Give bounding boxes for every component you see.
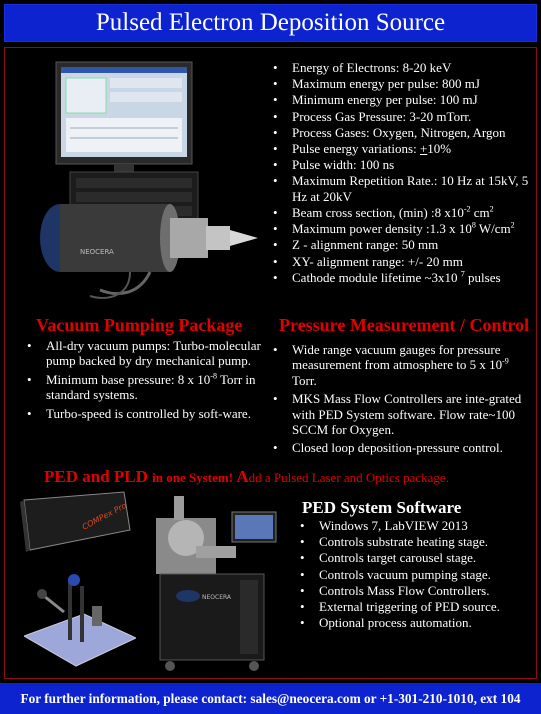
pressure-list [270,342,535,459]
pressure-item: • MKS Mass Flow Controllers are inte-grated with PED System software. Flow rate~100 SCCM for Oxygen. [270,391,535,437]
page-title: Pulsed Electron Deposition Source [95,9,446,36]
laser-brand-label: COMPex Pro [80,500,129,532]
optics-illustration [24,566,136,668]
software-item: • External triggering of PED source. [297,599,537,615]
spec-item: • Pulse width: 100 ns [270,157,538,173]
spec-item: • Maximum energy per pulse: 800 mJ [270,76,538,92]
system-illustration [136,488,286,674]
spec-item: • XY- alignment range: +/- 20 mm [270,254,538,270]
spec-item: • Cathode module lifetime ~3x10 $^7$ pulses [270,270,538,286]
software-item: • Windows 7, LabVIEW 2013 [297,518,537,534]
spec-item: • Z - alignment range: 50 mm [270,237,538,253]
spec-item: • Maximum power density :1.3 x $10^8$ $W/cm^2$ [270,221,538,237]
software-item: • Optional process automation. [297,615,537,631]
contact-text: For further information, please contact: sales@neocera.com or +1-301-210-1010, ext 104 [20,690,521,706]
specifications-list [270,60,538,286]
spec-item: • Maximum Repetition Rate.: 10 Hz at 15kV, 5 Hz at 20kV [270,173,538,204]
full-system-image [136,488,286,674]
pressure-item: • Wide range vacuum gauges for pressure measurement from atmosphere to 5 x $10^{-9}$ Torr. [270,342,535,388]
software-list [297,518,537,631]
software-item: • Controls vacuum pumping stage. [297,567,537,583]
vacuum-item: • All-dry vacuum pumps: Turbo-molecular pump backed by dry mechanical pump. [24,338,264,369]
system-brand-label: NEOCERA [202,594,232,601]
spec-item: • Process Gases: Oxygen, Nitrogen, Argon [270,125,538,141]
software-item: • Controls target carousel stage. [297,550,537,566]
spec-item: • Energy of Electrons: 8-20 keV [270,60,538,76]
ped-brand-label: NEOCERA [80,248,114,256]
software-item: • Controls Mass Flow Controllers. [297,583,537,599]
spec-item: • Beam cross section, (min) :8 $x10^{-2}$ $cm^2$ [270,205,538,221]
vacuum-list [24,338,264,424]
contact-footer [0,683,541,714]
ped-system-image [30,58,262,303]
pressure-item: • Closed loop deposition-pressure control. [270,440,535,455]
vacuum-item: • Minimum base pressure: 8 x $10^{-8}$ Torr in standard systems. [24,372,264,403]
pressure-heading: Pressure Measurement / Control [279,315,530,335]
vacuum-heading: Vacuum Pumping Package [36,315,243,335]
pulsed-laser-image [20,490,132,554]
spec-item: • Minimum energy per pulse: 100 mJ [270,92,538,108]
title-banner [4,4,537,42]
software-heading: PED System Software [302,498,462,517]
optics-table-image [24,566,136,668]
ped-system-illustration [30,58,262,303]
software-item: • Controls substrate heating stage. [297,534,537,550]
spec-item: • Process Gas Pressure: 3-20 mTorr. [270,109,538,125]
vacuum-item: • Turbo-speed is controlled by soft-ware. [24,406,264,421]
ped-pld-banner: PED and PLD in one System! Add a Pulsed Laser and Optics package. [44,467,449,486]
laser-illustration [20,490,132,554]
spec-item: • Pulse energy variations: +10% [270,141,538,157]
